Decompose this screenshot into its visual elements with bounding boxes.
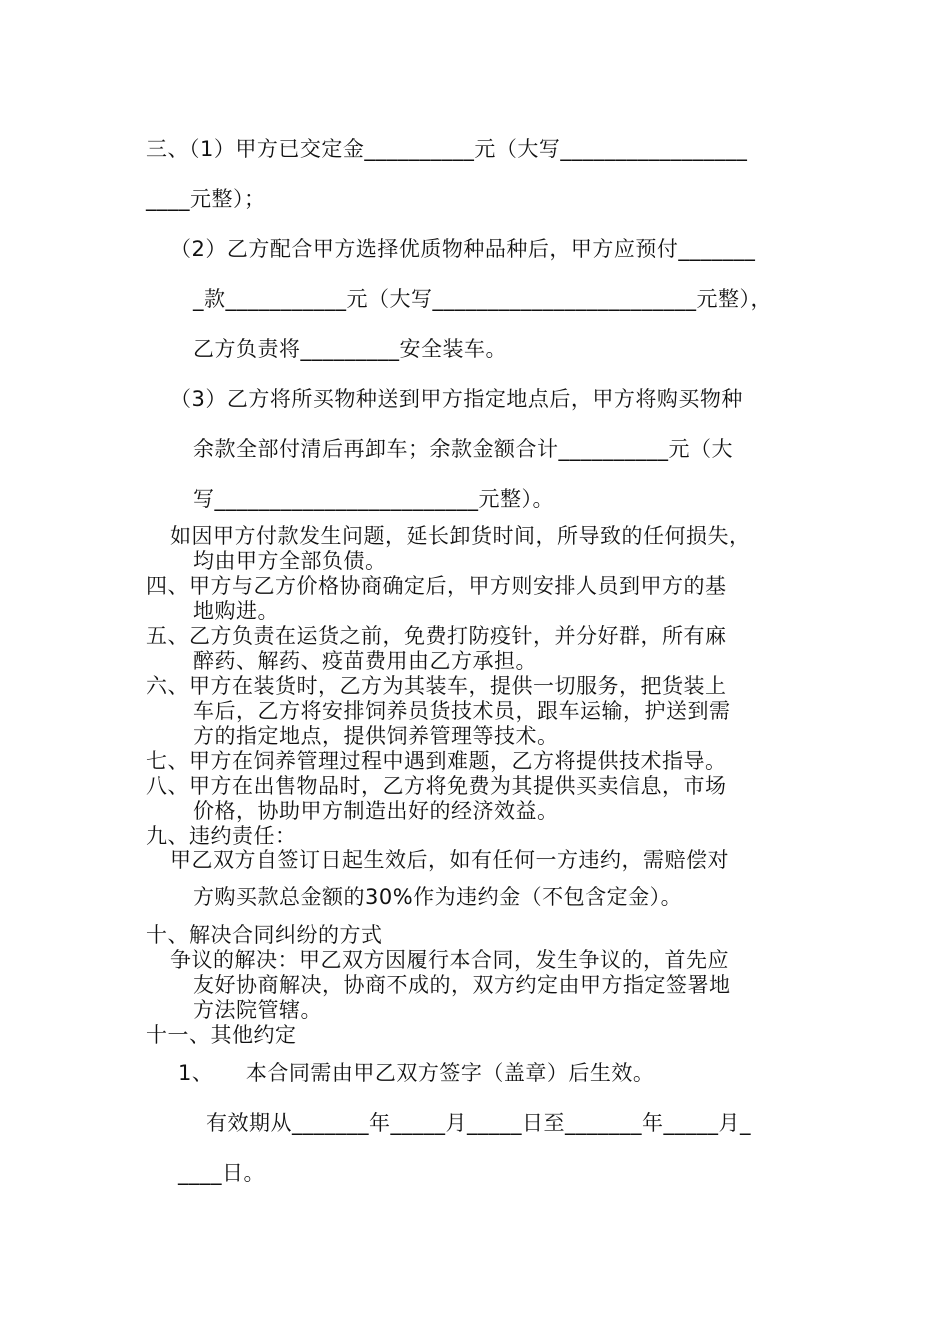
clause-3-line-2: ____元整）； (146, 187, 266, 211)
clause-5-line-2: 醉药、解药、疫苗费用由乙方承担。 (193, 649, 537, 673)
clause-4-line-1: 四、甲方与乙方价格协商确定后，甲方则安排人员到甲方的基 (146, 574, 727, 598)
clause-11-heading: 十一、其他约定 (146, 1023, 297, 1047)
clause-8-line-2: 价格，协助甲方制造出好的经济效益。 (193, 799, 559, 823)
clause-11-item-1: 1、 本合同需由甲乙双方签字（盖章）后生效。 (178, 1061, 655, 1085)
clause-3-line-1: 三、（1）甲方已交定金__________元（大写_________________ (146, 137, 748, 161)
clause-9-line-2: 方购买款总金额的30%作为违约金（不包含定金）。 (193, 885, 683, 909)
clause-6-line-2: 车后，乙方将安排饲养员货技术员，跟车运输，护送到需 (193, 699, 731, 723)
clause-3-2-line-1: （2）乙方配合甲方选择优质物种品种后，甲方应预付_______ (170, 237, 756, 261)
clause-6-line-3: 方的指定地点，提供饲养管理等技术。 (193, 724, 559, 748)
clause-7-line: 七、甲方在饲养管理过程中遇到难题，乙方将提供技术指导。 (146, 749, 727, 773)
clause-3-2-line-3: 乙方负责将_________安全装车。 (193, 337, 507, 361)
payment-note-line-2: 均由甲方全部负债。 (193, 549, 387, 573)
clause-9-line-1: 甲乙双方自签订日起生效后，如有任何一方违约，需赔偿对 (170, 848, 729, 872)
payment-note-line-1: 如因甲方付款发生问题，延长卸货时间，所导致的任何损失， (170, 524, 751, 548)
clause-3-2-line-2: _款___________元（大写________________________元整）， (193, 287, 772, 311)
clause-3-3-line-3: 写________________________元整）。 (193, 487, 554, 511)
clause-4-line-2: 地购进。 (193, 599, 279, 623)
clause-8-line-1: 八、甲方在出售物品时，乙方将免费为其提供买卖信息，市场 (146, 774, 727, 798)
clause-3-3-line-2: 余款全部付清后再卸车；余款金额合计__________元（大 (193, 437, 733, 461)
clause-10-line-2: 友好协商解决，协商不成的，双方约定由甲方指定签署地 (193, 973, 731, 997)
clause-9-heading: 九、违约责任： (146, 824, 297, 848)
validity-line-2: ____日。 (178, 1161, 265, 1185)
clause-6-line-1: 六、甲方在装货时，乙方为其装车，提供一切服务，把货装上 (146, 674, 727, 698)
clause-10-line-1: 争议的解决：甲乙双方因履行本合同，发生争议的，首先应 (170, 948, 729, 972)
clause-3-3-line-1: （3）乙方将所买物种送到甲方指定地点后，甲方将购买物种 (170, 387, 743, 411)
clause-10-line-3: 方法院管辖。 (193, 998, 322, 1022)
clause-5-line-1: 五、乙方负责在运货之前，免费打防疫针，并分好群，所有麻 (146, 624, 727, 648)
clause-10-heading: 十、解决合同纠纷的方式 (146, 923, 383, 947)
validity-line-1: 有效期从_______年_____月_____日至_______年_____月_ (206, 1111, 751, 1135)
